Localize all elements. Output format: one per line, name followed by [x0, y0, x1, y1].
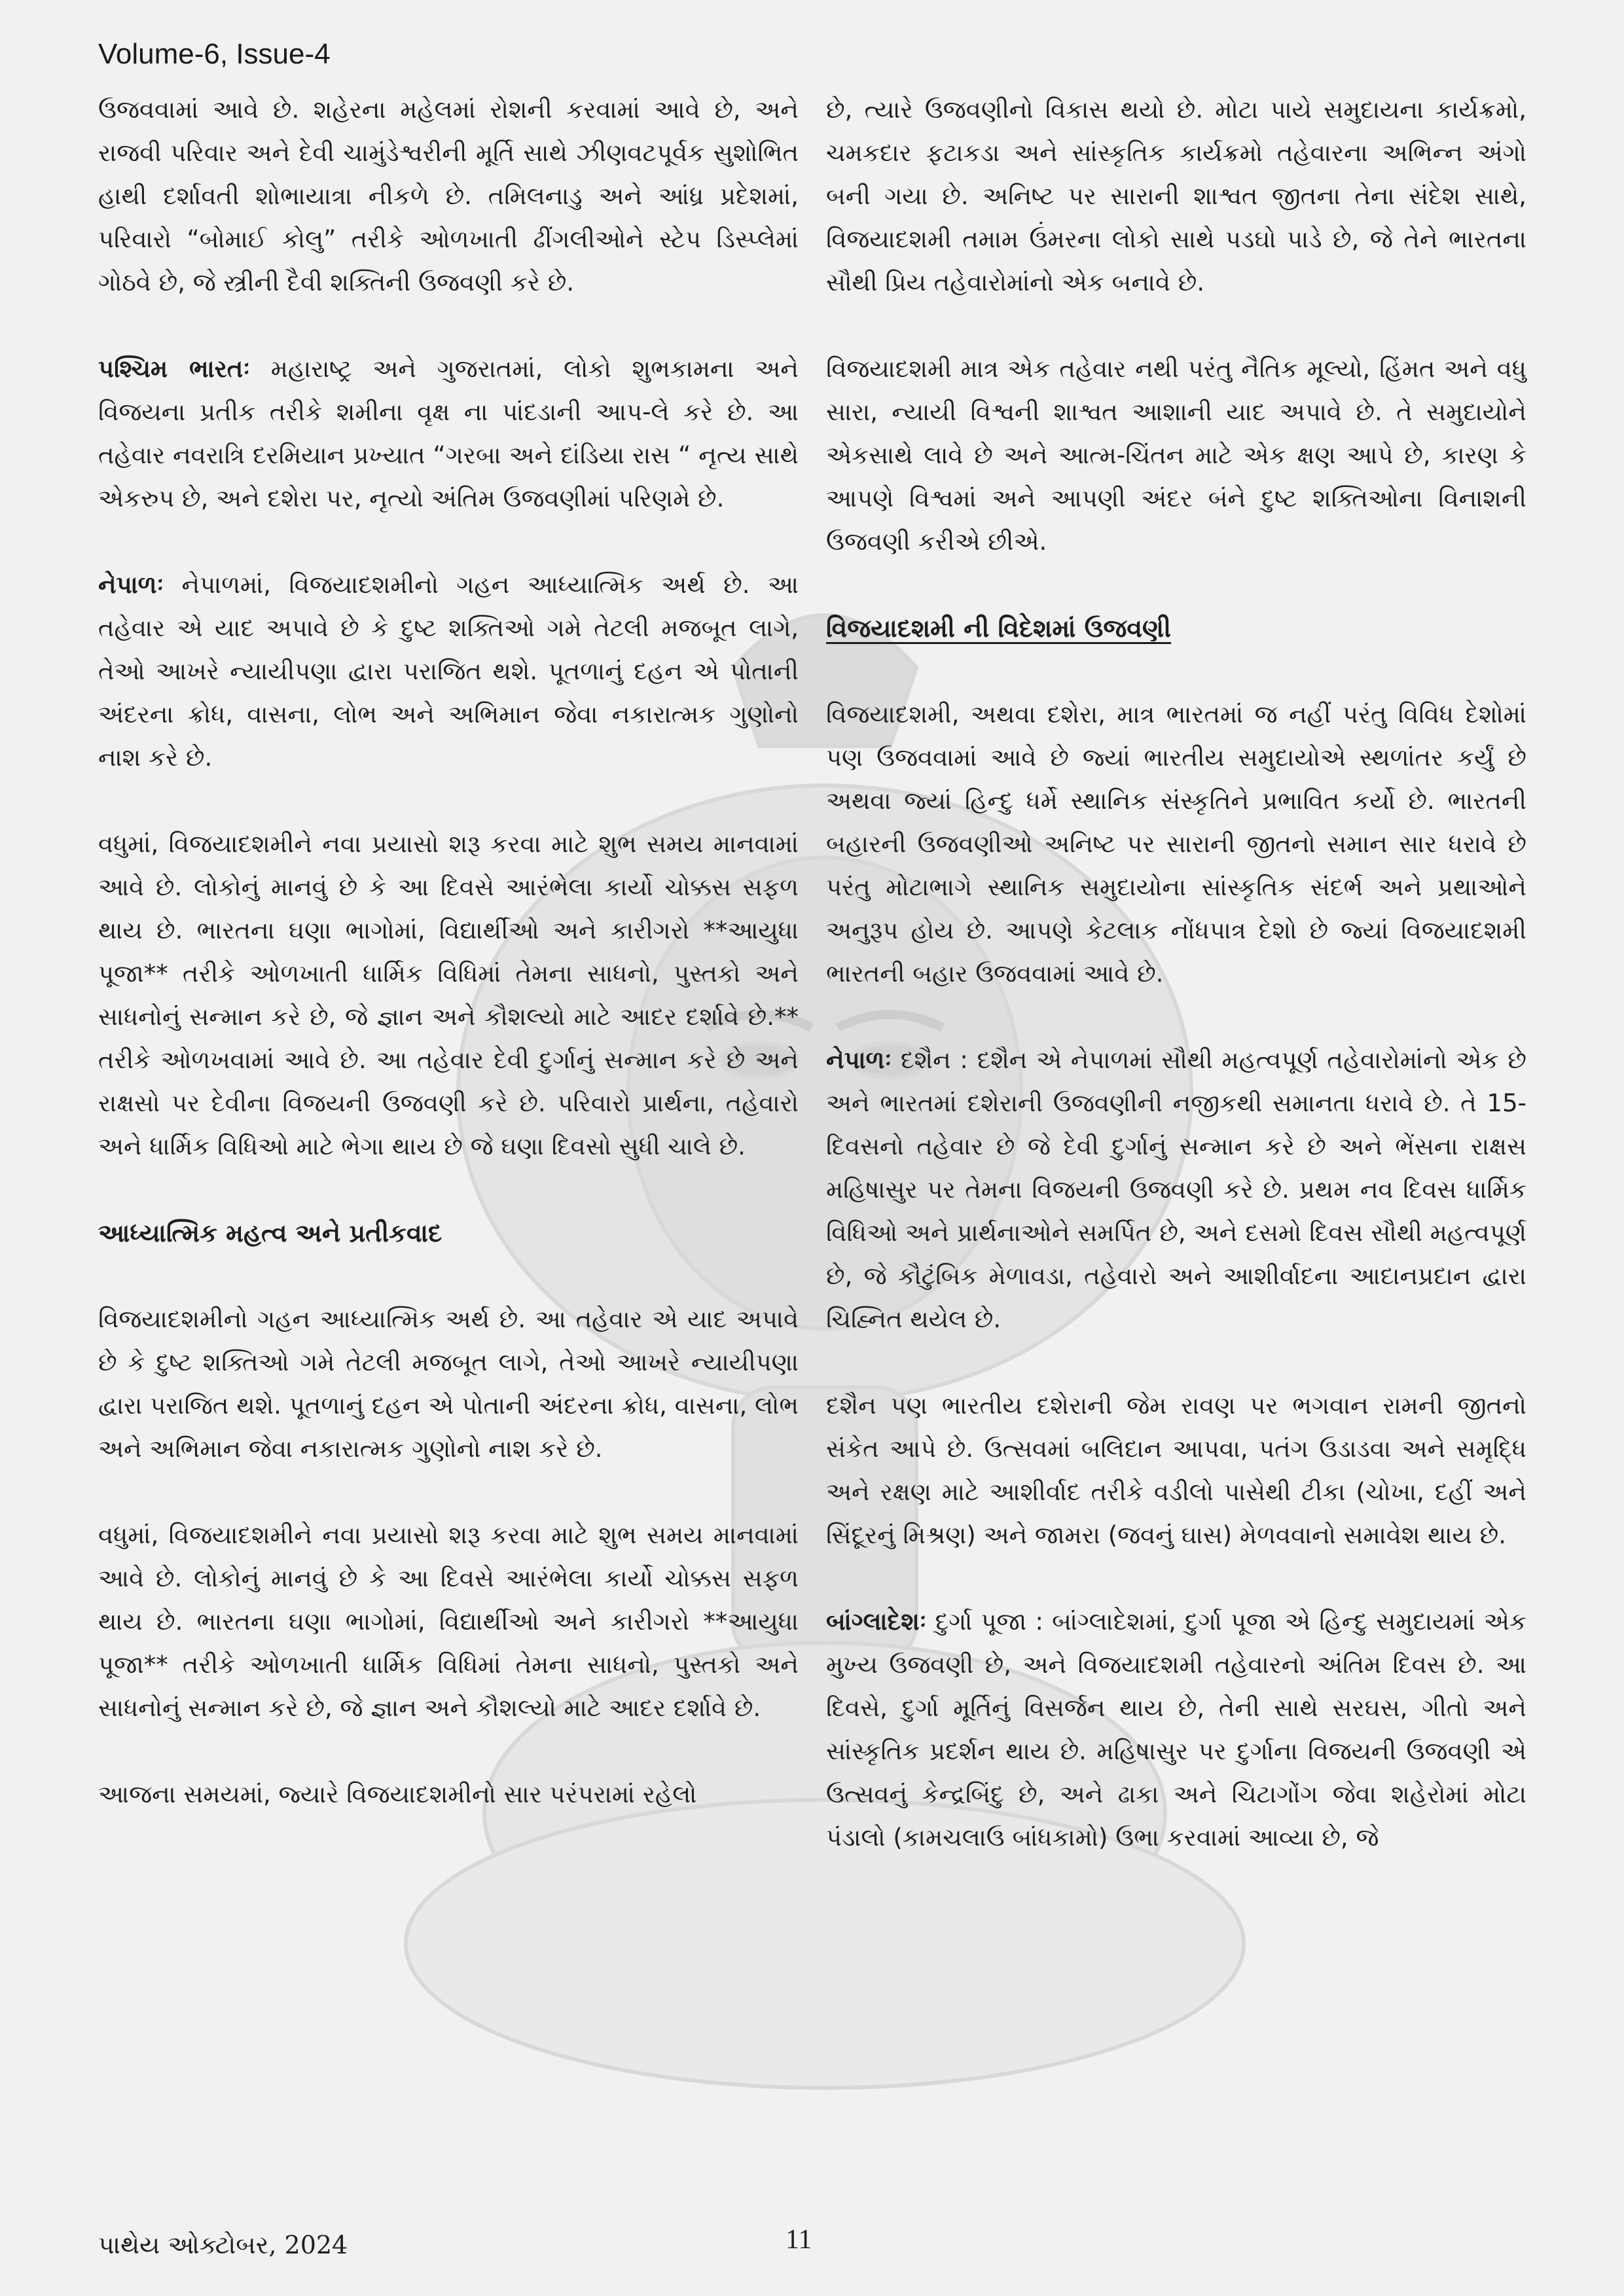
left-column [98, 88, 799, 1816]
paragraph: ઉજવવામાં આવે છે. શહેરના મહેલમાં રોશની કરવામાં આવે છે, અને રાજવી પરિવાર અને દેવી ચામુંડેશ્વરીની મૂર્તિ સાથે ઝીણવટપૂર્વક સુશોભિત હાથી દર્શાવતી શોભાયાત્રા નીકળે છે. તમિલનાડુ અને આંધ્ર પ્રદેશમાં, પરિવારો “બોમાઈ કોલુ” તરીકે ઓળખાતી ઢીંગલીઓને સ્ટેપ ડિસ્પ્લેમાં ગોઠવે છે, જે સ્ત્રીની દૈવી શક્તિની ઉજવણી કરે છે. [98, 96, 799, 296]
paragraph [826, 1039, 1526, 1341]
footer-publication: પાથેય ઓક્ટોબર, 2024 [98, 2231, 348, 2259]
paragraph-text: દુર્ગા પૂજા : બાંગ્લાદેશમાં, દુર્ગા પૂજા એ હિન્દુ સમુદાયમાં એક મુખ્ય ઉજવણી છે, અને વિજયાદશમી તહેવારનો અંતિમ દિવસ છે. આ દિવસે, દુર્ગા મૂર્તિનું વિસર્જન થાય છે, તેની સાથે સરઘસ, ગીતો અને સાંસ્કૃતિક પ્રદર્શન થાય છે. મહિષાસુર પર દુર્ગાના વિજયની ઉજવણી એ ઉત્સવનું કેન્દ્રબિંદુ છે, અને ઢાકા અને ચિટાગોંગ જેવા શહેરોમાં મોટા પંડાલો (કામચલાઉ બાંધકામો) ઉભા કરવામાં આવ્યા છે, જે [826, 1607, 1526, 1852]
paragraph-lead: પશ્ચિમ ભારતઃ [98, 355, 250, 383]
paragraph: વિજયાદશમી, અથવા દશેરા, માત્ર ભારતમાં જ નહીં પરંતુ વિવિધ દેશોમાં પણ ઉજવવામાં આવે છે જ્યાં ભારતીય સમુદાયોએ સ્થળાંતર કર્યું છે અથવા જ્યાં હિન્દુ ધર્મે સ્થાનિક સંસ્કૃતિને પ્રભાવિત કર્યો છે. ભારતની બહારની ઉજવણીઓ અનિષ્ટ પર સારાની જીતનો સમાન સાર ધરાવે છે પરંતુ મોટાભાગે સ્થાનિક સમુદાયોના સાંસ્કૃતિક સંદર્ભ અને પ્રથાઓને અનુરૂપ હોય છે. આપણે કેટલાક નોંધપાત્ર દેશો છે જ્યાં વિજયાદશમી ભારતની બહાર ઉજવવામાં આવે છે. [826, 700, 1526, 988]
paragraph: છે, ત્યારે ઉજવણીનો વિકાસ થયો છે. મોટા પાયે સમુદાયના કાર્યક્રમો, ચમકદાર ફટાકડા અને સાંસ્કૃતિક કાર્યક્રમો તહેવારના અભિન્ન અંગો બની ગયા છે. અનિષ્ટ પર સારાની શાશ્વત જીતના તેના સંદેશ સાથે, વિજયાદશમી તમામ ઉંમરના લોકો સાથે પડઘો પાડે છે, જે તેને ભારતના સૌથી પ્રિય તહેવારોમાંનો એક બનાવે છે. [826, 96, 1526, 296]
right-column [826, 88, 1526, 1859]
paragraph: વિજયાદશમીનો ગહન આધ્યાત્મિક અર્થ છે. આ તહેવાર એ યાદ અપાવે છે કે દુષ્ટ શક્તિઓ ગમે તેટલી મજબૂત લાગે, તેઓ આખરે ન્યાયીપણા દ્વારા પરાજિત થશે. પૂતળાનું દહન એ પોતાની અંદરના ક્રોધ, વાસના, લોભ અને અભિમાન જેવા નકારાત્મક ગુણોનો નાશ કરે છે. [98, 1305, 799, 1463]
paragraph [98, 564, 799, 780]
page-number: 11 [785, 2225, 812, 2255]
paragraph-text: દશૈન : દશૈન એ નેપાળમાં સૌથી મહત્વપૂર્ણ તહેવારોમાંનો એક છે અને ભારતમાં દશેરાની ઉજવણીની નજીકથી સમાનતા ધરાવે છે. તે 15-દિવસનો તહેવાર છે જે દેવી દુર્ગાનું સન્માન કરે છે અને ભેંસના રાક્ષસ મહિષાસુર પર તેમના વિજયની ઉજવણી કરે છે. પ્રથમ નવ દિવસ ધાર્મિક વિધિઓ અને પ્રાર્થનાઓને સમર્પિત છે, અને દસમો દિવસ સૌથી મહત્વપૂર્ણ છે, જે કૌટુંબિક મેળાવડા, તહેવારો અને આશીર્વાદના આદાનપ્રદાન દ્વારા ચિહ્નિત થયેલ છે. [826, 1046, 1526, 1333]
issue-header: Volume-6, Issue-4 [98, 38, 331, 70]
paragraph [98, 348, 799, 520]
paragraph: આજના સમયમાં, જ્યારે વિજયાદશમીનો સાર પરંપરામાં રહેલો [98, 1780, 697, 1808]
paragraph-lead: બાંગ્લાદેશઃ [826, 1607, 927, 1636]
paragraph: વધુમાં, વિજયાદશમીને નવા પ્રયાસો શરૂ કરવા માટે શુભ સમય માનવામાં આવે છે. લોકોનું માનવું છે કે આ દિવસે આરંભેલા કાર્યો ચોક્કસ સફળ થાય છે. ભારતના ઘણા ભાગોમાં, વિદ્યાર્થીઓ અને કારીગરો **આયુધા પૂજા** તરીકે ઓળખાતી ધાર્મિક વિધિમાં તેમના સાધનો, પુસ્તકો અને સાધનોનું સન્માન કરે છે, જે જ્ઞાન અને કૌશલ્યો માટે આદર દર્શાવે છે. [98, 1521, 799, 1722]
section-heading: વિજયાદશમી ની વિદેશમાં ઉજવણી [826, 614, 1172, 643]
paragraph-lead: નેપાળઃ [826, 1046, 892, 1074]
section-heading: આધ્યાત્મિક મહત્વ અને પ્રતીકવાદ [98, 1219, 442, 1247]
paragraph-lead: નેપાળઃ [98, 571, 164, 599]
paragraph: દશૈન પણ ભારતીય દશેરાની જેમ રાવણ પર ભગવાન રામની જીતનો સંકેત આપે છે. ઉત્સવમાં બલિદાન આપવા, પતંગ ઉડાડવા અને સમૃદ્ધિ અને રક્ષણ માટે આશીર્વાદ તરીકે વડીલો પાસેથી ટીકા (ચોખા, દહીં અને સિંદૂરનું મિશ્રણ) અને જામરા (જવનું ઘાસ) મેળવવાનો સમાવેશ થાય છે. [826, 1391, 1526, 1549]
paragraph-text: મહારાષ્ટ્ર અને ગુજરાતમાં, લોકો શુભકામના અને વિજયના પ્રતીક તરીકે શમીના વૃક્ષ ના પાંદડાની આપ-લે કરે છે. આ તહેવાર નવરાત્રિ દરમિયાન પ્રખ્યાત “ગરબા અને દાંડિયા રાસ “ નૃત્ય સાથે એકરુપ છે, અને દશેરા પર, નૃત્યો અંતિમ ઉજવણીમાં પરિણમે છે. [98, 355, 799, 512]
paragraph: વિજયાદશમી માત્ર એક તહેવાર નથી પરંતુ નૈતિક મૂલ્યો, હિંમત અને વધુ સારા, ન્યાયી વિશ્વની શાશ્વત આશાની યાદ અપાવે છે. તે સમુદાયોને એકસાથે લાવે છે અને આત્મ-ચિંતન માટે એક ક્ષણ આપે છે, કારણ કે આપણે વિશ્વમાં અને આપણી અંદર બંને દુષ્ટ શક્તિઓના વિનાશની ઉજવણી કરીએ છીએ. [826, 355, 1526, 556]
paragraph: વધુમાં, વિજયાદશમીને નવા પ્રયાસો શરૂ કરવા માટે શુભ સમય માનવામાં આવે છે. લોકોનું માનવું છે કે આ દિવસે આરંભેલા કાર્યો ચોક્કસ સફળ થાય છે. ભારતના ઘણા ભાગોમાં, વિદ્યાર્થીઓ અને કારીગરો **આયુધા પૂજા** તરીકે ઓળખાતી ધાર્મિક વિધિમાં તેમના સાધનો, પુસ્તકો અને સાધનોનું સન્માન કરે છે, જે જ્ઞાન અને કૌશલ્યો માટે આદર દર્શાવે છે.** તરીકે ઓળખવામાં આવે છે. આ તહેવાર દેવી દુર્ગાનું સન્માન કરે છે અને રાક્ષસો પર દેવીના વિજયની ઉજવણી કરે છે. પરિવારો પ્રાર્થના, તહેવારો અને ધાર્મિક વિધિઓ માટે ભેગા થાય છે જે ઘણા દિવસો સુધી ચાલે છે. [98, 830, 799, 1160]
paragraph-text: નેપાળમાં, વિજયાદશમીનો ગહન આધ્યાત્મિક અર્થ છે. આ તહેવાર એ યાદ અપાવે છે કે દુષ્ટ શક્તિઓ ગમે તેટલી મજબૂત લાગે, તેઓ આખરે ન્યાયીપણા દ્વારા પરાજિત થશે. પૂતળાનું દહન એ પોતાની અંદરના ક્રોધ, વાસના, લોભ અને અભિમાન જેવા નકારાત્મક ગુણોનો નાશ કરે છે. [98, 571, 799, 772]
paragraph [826, 1600, 1526, 1859]
